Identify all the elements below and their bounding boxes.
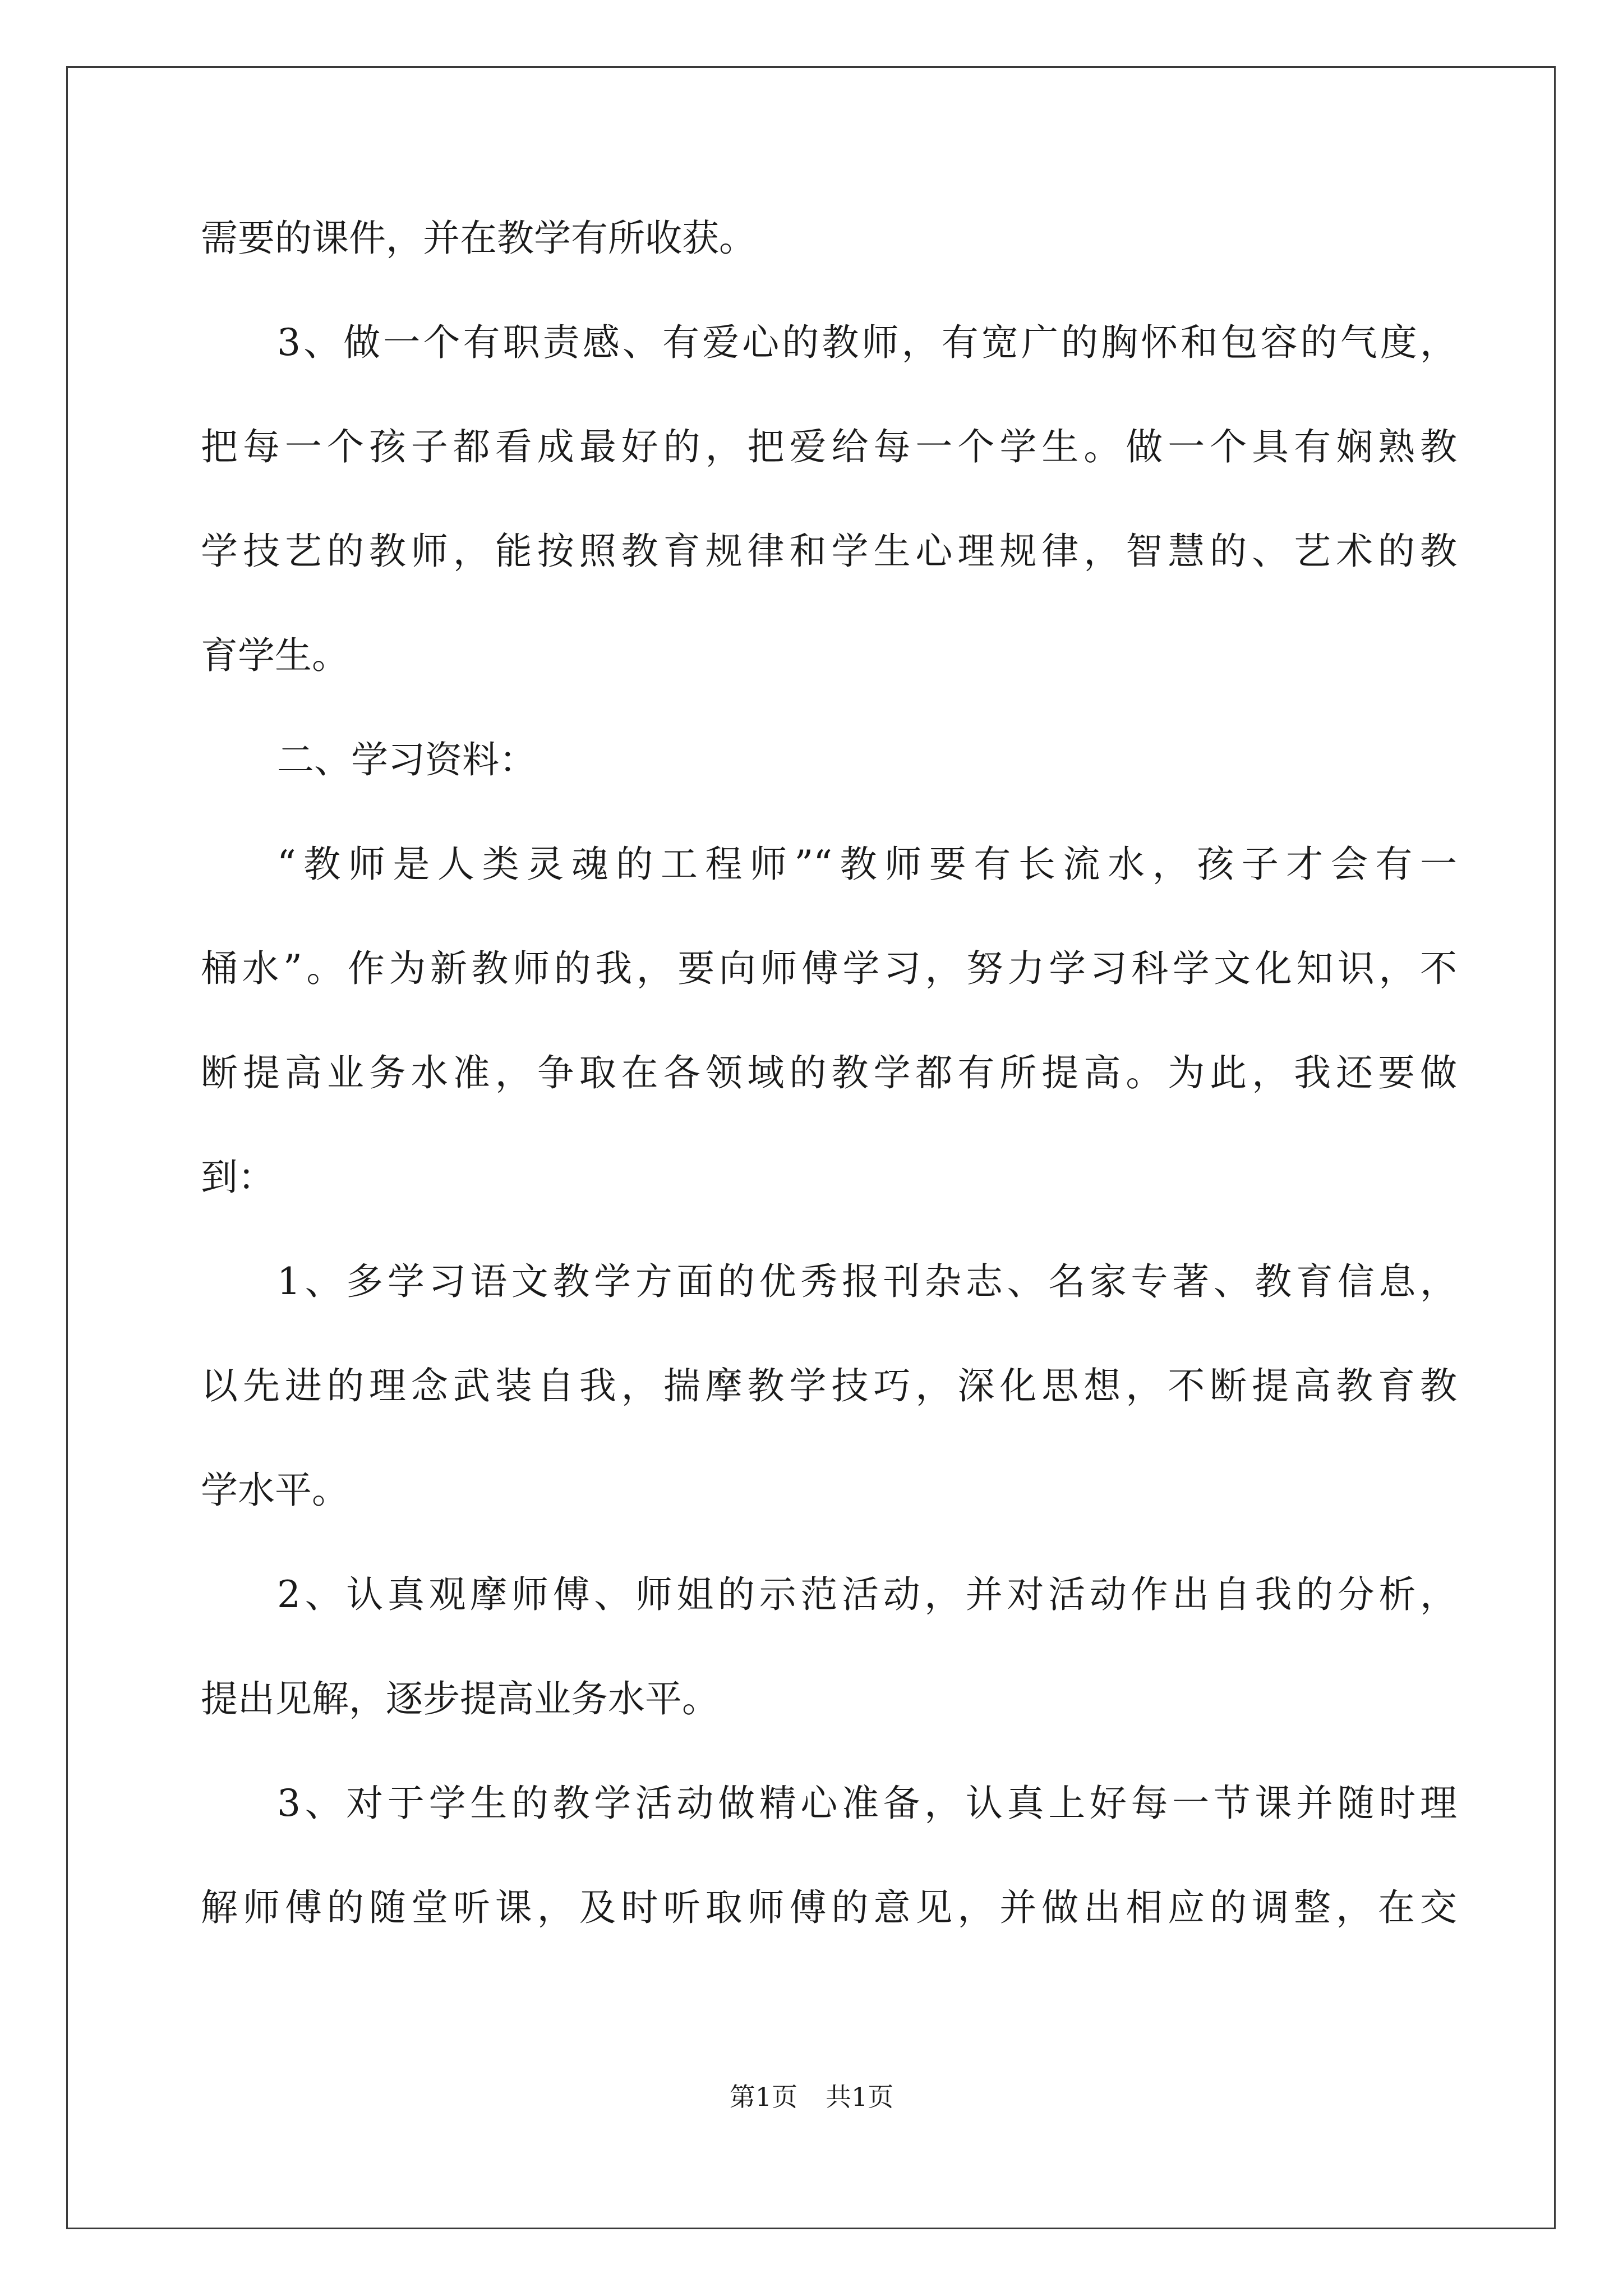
text-line: 学技艺的教师，能按照教育规律和学生心理规律，智慧的、艺术的教	[201, 530, 1457, 573]
text-line: 桶水”。作为新教师的我，要向师傅学习，努力学习科学文化知识，不	[201, 947, 1457, 990]
page-number: 第1页	[729, 2082, 797, 2112]
text-line: 3、对于学生的教学活动做精心准备，认真上好每一节课并随时理	[277, 1782, 1457, 1825]
text-line: 3、做一个有职责感、有爱心的教师，有宽广的胸怀和包容的气度，	[277, 321, 1457, 364]
text-line: 断提高业务水准，争取在各领域的教学都有所提高。为此，我还要做	[201, 1051, 1457, 1094]
text-line: “教师是人类灵魂的工程师”“教师要有长流水，孩子才会有一	[277, 843, 1457, 886]
text-line: 解师傅的随堂听课，及时听取师傅的意见，并做出相应的调整，在交	[201, 1886, 1457, 1929]
text-line: 到：	[201, 1156, 275, 1199]
text-line: 育学生。	[201, 634, 349, 677]
text-line: 学水平。	[201, 1469, 349, 1512]
section-heading: 二、学习资料：	[277, 738, 536, 781]
page-footer	[0, 2080, 1623, 2114]
text-line: 提出见解，逐步提高业务水平。	[201, 1677, 719, 1720]
text-line: 需要的课件，并在教学有所收获。	[201, 217, 756, 260]
text-line: 1、多学习语文教学方面的优秀报刊杂志、名家专著、教育信息，	[277, 1260, 1457, 1303]
page-total: 共1页	[826, 2082, 894, 2112]
text-line: 把每一个孩子都看成最好的，把爱给每一个学生。做一个具有娴熟教	[201, 425, 1457, 468]
text-line: 以先进的理念武装自我，揣摩教学技巧，深化思想，不断提高教育教	[201, 1364, 1457, 1407]
text-line: 2、认真观摩师傅、师姐的示范活动，并对活动作出自我的分析，	[277, 1573, 1457, 1616]
